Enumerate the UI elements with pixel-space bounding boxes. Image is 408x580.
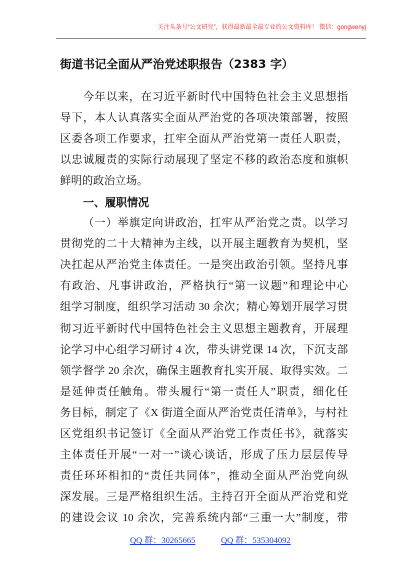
section-paragraph-line: 决扛起从严治党主体责任。一是突出政治引领。坚持凡事 — [60, 259, 348, 272]
footer-qq-group-link-1[interactable]: QQ 群：30265665 — [130, 535, 196, 545]
intro-paragraph-line: 鲜明的政治立场。 — [60, 174, 148, 187]
footer-qq-group-link-2[interactable]: QQ 群：535304092 — [221, 535, 291, 545]
section-paragraph-line: 领学督学 20 余次，确保主题教育扎实开展、取得实效。二 — [60, 364, 348, 377]
section-paragraph-line: （一）举旗定向讲政治，扛牢从严治党之责。以学习 — [83, 217, 348, 230]
header-divider — [56, 38, 366, 39]
section-heading: 一、履职情况 — [83, 195, 149, 209]
section-paragraph-line: 区党组织书记签订《全面从严治党工作责任书》，就落实 — [60, 428, 348, 440]
section-paragraph-line: 责任环环相扣的“责任共同体”，推动全面从严治党向纵 — [60, 470, 348, 483]
section-paragraph-line: 是延伸责任触角。带头履行“第一责任人”职责，细化任 — [60, 385, 348, 398]
section-paragraph-line: 主体责任开展“一对一”谈心谈话，形成了压力层层传导 — [60, 449, 348, 462]
section-paragraph-line: 深发展。三是严格组织生活。主持召开全面从严治党和党 — [60, 491, 348, 504]
section-paragraph-line: 的建设会议 10 余次，完善系统内部“三重一大”制度，带 — [60, 512, 348, 525]
intro-paragraph-line: 区委各项工作要求，扛牢全面从严治党第一责任人职责， — [60, 132, 348, 145]
header-promo-text: 关注头条号“公文研究”，获得最新最全最专业的公文资料库！ 微信：gongwenyj — [157, 25, 366, 31]
intro-paragraph-line: 导下，本人认真落实全面从严治党的各项决策部署，按照 — [60, 111, 348, 124]
intro-paragraph-line: 今年以来，在习近平新时代中国特色社会主义思想指 — [83, 90, 348, 103]
document-title: 街道书记全面从严治党述职报告（2383 字） — [60, 57, 294, 71]
section-paragraph-line: 贯彻党的二十大精神为主线，以开展主题教育为契机，坚 — [60, 238, 348, 251]
document-body — [60, 87, 348, 530]
section-paragraph-line: 务目标，制定了《X 街道全面从严治党责任清单》，与村社 — [60, 406, 348, 419]
intro-paragraph-line: 以忠诚履责的实际行动展现了坚定不移的政治态度和旗帜 — [60, 153, 348, 166]
section-paragraph-line: 彻习近平新时代中国特色社会主义思想主题教育，开展理 — [60, 322, 348, 335]
section-paragraph-line: 组学习制度，组织学习活动 30 余次；精心筹划开展学习贯 — [60, 301, 348, 314]
section-paragraph-line: 论学习中心组学习研讨 4 次，带头讲党课 14 次，下沉支部 — [60, 343, 348, 356]
section-paragraph-line: 有政治、凡事讲政治，严格执行“第一议题”和理论中心 — [60, 280, 348, 293]
